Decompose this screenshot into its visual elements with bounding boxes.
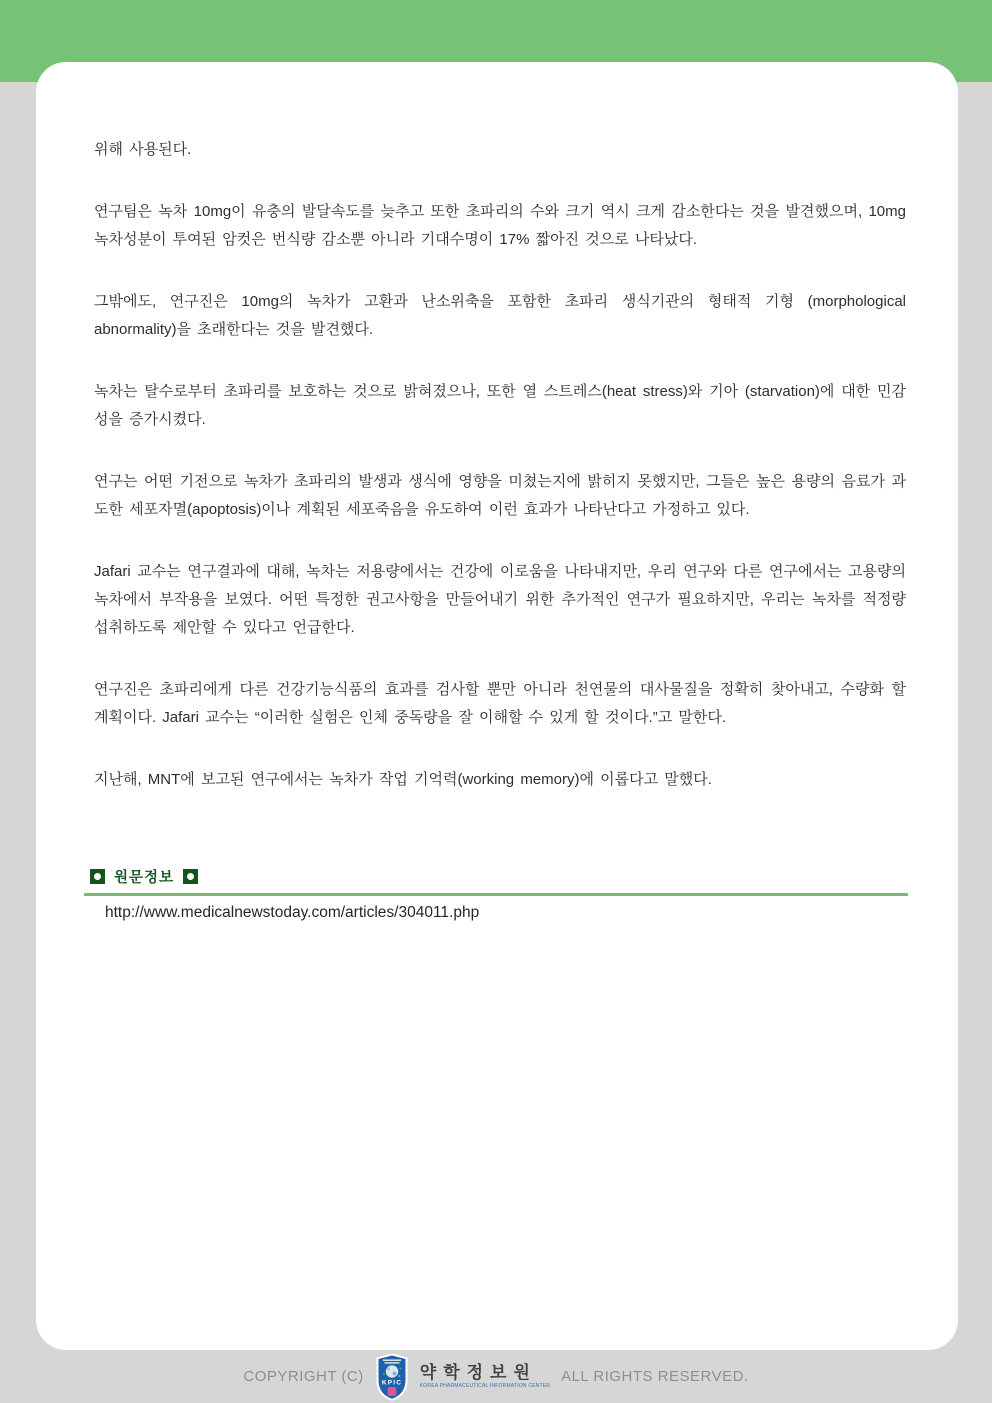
section-divider — [84, 893, 908, 896]
copyright-prefix: COPYRIGHT (C) — [243, 1368, 364, 1385]
article-paragraph: Jafari 교수는 연구결과에 대해, 녹차는 저용량에서는 건강에 이로움을 나타내지만, 우리 연구와 다른 연구에서는 고용량의 녹차에서 부작용을 보였다. 어떤 특정한 권고사항을 만들어내기 위한 추가적인 연구가 필요하지만, 우리는 녹차를 적정량 섭취하도록 제안할 수 있다고 언급한다. — [94, 563, 906, 636]
org-name-korean: 약학정보원 — [419, 1363, 537, 1382]
article-paragraph: 지난해, MNT에 보고된 연구에서는 녹차가 작업 기억력(working memory)에 이롭다고 말했다. — [94, 771, 712, 788]
source-info-label: 원문정보 — [114, 870, 175, 886]
org-name-block — [420, 1364, 550, 1389]
article-paragraph: 그밖에도, 연구진은 10mg의 녹차가 고환과 난소위축을 포함한 초파리 생식기관의 형태적 기형 (morphological abnormality)을 초래한다는 것을 발견했다. — [94, 293, 906, 338]
org-name-english: KOREA PHARMACEUTICAL INFORMATION CENTER — [419, 1383, 551, 1389]
rights-reserved-text: ALL RIGHTS RESERVED. — [561, 1368, 749, 1385]
bullet-icon — [183, 869, 198, 884]
kpic-logo-text: KPIC — [381, 1379, 402, 1386]
source-url[interactable]: http://www.medicalnewstoday.com/articles/304011.php — [105, 904, 480, 921]
article-body — [94, 136, 906, 794]
document-card — [36, 62, 958, 1350]
card-content — [36, 62, 958, 922]
article-paragraph: 연구진은 초파리에게 다른 건강기능식품의 효과를 검사할 뿐만 아니라 천연물의 대사물질을 정확히 찾아내고, 수량화 할 계획이다. Jafari 교수는 “이러한 실험은 인체 중독량을 잘 이해할 수 있게 할 것이다.”고 말한다. — [94, 681, 906, 726]
article-paragraph: 연구팀은 녹차 10mg이 유충의 발달속도를 늦추고 또한 초파리의 수와 크기 역시 크게 감소한다는 것을 발견했으며, 10mg 녹차성분이 투여된 암컷은 번식량 감소뿐 아니라 기대수명이 17% 짧아진 것으로 나타났다. — [94, 203, 906, 248]
article-paragraph: 연구는 어떤 기전으로 녹차가 초파리의 발생과 생식에 영향을 미쳤는지에 밝히지 못했지만, 그들은 높은 용량의 음료가 과도한 세포자멸(apoptosis)이나 계획된 세포죽음을 유도하여 이런 효과가 나타난다고 가정하고 있다. — [94, 473, 906, 518]
article-paragraph: 위해 사용된다. — [94, 141, 192, 158]
article-paragraph: 녹차는 탈수로부터 초파리를 보호하는 것으로 밝혀졌으나, 또한 열 스트레스(heat stress)와 기아 (starvation)에 대한 민감성을 증가시켰다. — [94, 383, 906, 428]
bullet-icon — [90, 869, 105, 884]
source-info-header — [84, 866, 908, 892]
source-info-section — [84, 866, 908, 922]
kpic-logo — [375, 1353, 409, 1401]
footer — [0, 1350, 992, 1403]
